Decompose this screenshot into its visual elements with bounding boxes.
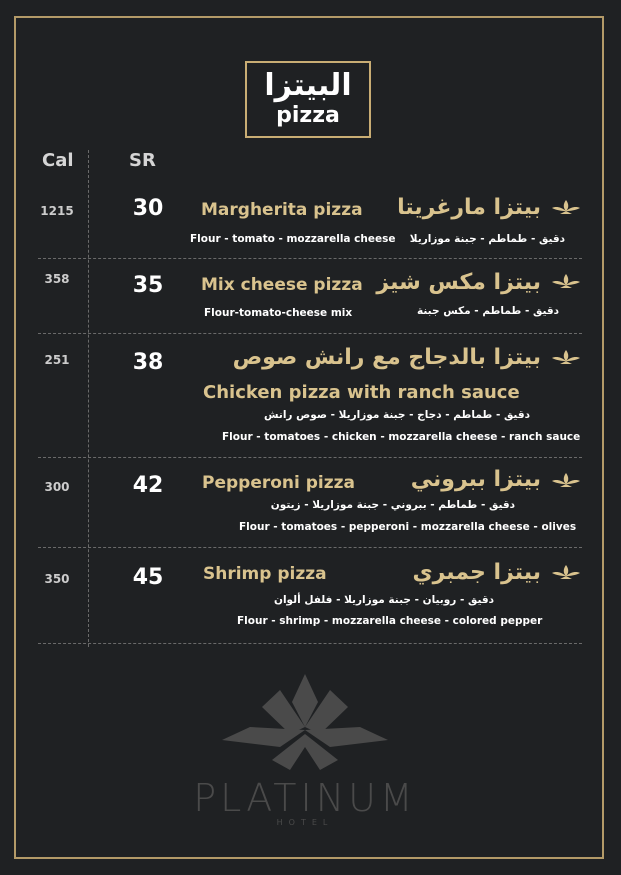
item-3-name-ar: بيتزا بالدجاج مع رانش صوص bbox=[232, 345, 541, 370]
item-2-name-ar: بيتزا مكس شيز bbox=[376, 270, 541, 295]
item-4-name-en: Pepperoni pizza bbox=[202, 473, 356, 493]
item-4-desc-ar: دقيق - طماطم - ببروني - جبنة موزاريلا - زيتون bbox=[270, 499, 515, 511]
item-5-desc-en: Flour - shrimp - mozzarella cheese - colored pepper bbox=[237, 615, 543, 627]
item-2-desc-ar: دقيق - طماطم - مكس جبنة bbox=[417, 305, 559, 317]
column-divider bbox=[88, 150, 89, 647]
brand-logo bbox=[160, 672, 450, 832]
item-3-name-en: Chicken pizza with ranch sauce bbox=[203, 382, 520, 403]
item-1-desc-ar: دقيق - طماطم - جبنة موزاريلا bbox=[409, 233, 565, 245]
section-title-ar: البيتزا bbox=[264, 68, 352, 103]
row-separator bbox=[38, 258, 582, 259]
item-4-price: 42 bbox=[132, 473, 164, 498]
brand-subtitle: HOTEL bbox=[276, 818, 334, 827]
leaf-logo-icon bbox=[220, 672, 390, 772]
section-title-box bbox=[245, 61, 371, 138]
item-3-cal: 251 bbox=[44, 353, 70, 367]
fleur-ornament-icon bbox=[551, 472, 581, 490]
item-5-name-ar: بيتزا جمبري bbox=[412, 560, 541, 585]
fleur-ornament-icon bbox=[551, 273, 581, 291]
item-5-price: 45 bbox=[132, 565, 164, 590]
fleur-ornament-icon bbox=[551, 349, 581, 367]
item-1-name-en: Margherita pizza bbox=[201, 200, 363, 220]
fleur-ornament-icon bbox=[551, 564, 581, 582]
row-separator bbox=[38, 333, 582, 334]
item-4-name-ar: بيتزا ببروني bbox=[410, 467, 541, 492]
row-separator bbox=[38, 547, 582, 548]
section-title-en: pizza bbox=[276, 103, 340, 128]
item-3-desc-ar: دقيق - طماطم - دجاج - جبنة موزاريلا - صوص رانش bbox=[264, 409, 530, 421]
fleur-ornament-icon bbox=[551, 199, 581, 217]
item-1-cal: 1215 bbox=[40, 204, 74, 218]
item-3-price: 38 bbox=[132, 350, 164, 375]
item-1-desc-en: Flour - tomato - mozzarella cheese bbox=[190, 233, 396, 245]
item-2-name-en: Mix cheese pizza bbox=[201, 275, 363, 295]
price-column-header: SR bbox=[129, 150, 156, 171]
item-1-price: 30 bbox=[132, 196, 164, 221]
item-3-desc-en: Flour - tomatoes - chicken - mozzarella cheese - ranch sauce bbox=[222, 431, 581, 443]
item-2-desc-en: Flour-tomato-cheese mix bbox=[204, 307, 353, 319]
row-separator bbox=[38, 643, 582, 644]
item-2-cal: 358 bbox=[44, 272, 70, 286]
item-1-name-ar: بيتزا مارغريتا bbox=[397, 195, 541, 220]
item-4-desc-en: Flour - tomatoes - pepperoni - mozzarella cheese - olives bbox=[239, 521, 577, 533]
item-4-cal: 300 bbox=[44, 480, 70, 494]
item-5-cal: 350 bbox=[44, 572, 70, 586]
item-5-name-en: Shrimp pizza bbox=[203, 564, 327, 584]
row-separator bbox=[38, 457, 582, 458]
brand-name: PLATINUM bbox=[193, 776, 417, 820]
item-5-desc-ar: دقيق - روبيان - جبنة موزاريلا - فلفل ألوان bbox=[273, 594, 494, 606]
item-2-price: 35 bbox=[132, 273, 164, 298]
cal-column-header: Cal bbox=[42, 150, 74, 171]
